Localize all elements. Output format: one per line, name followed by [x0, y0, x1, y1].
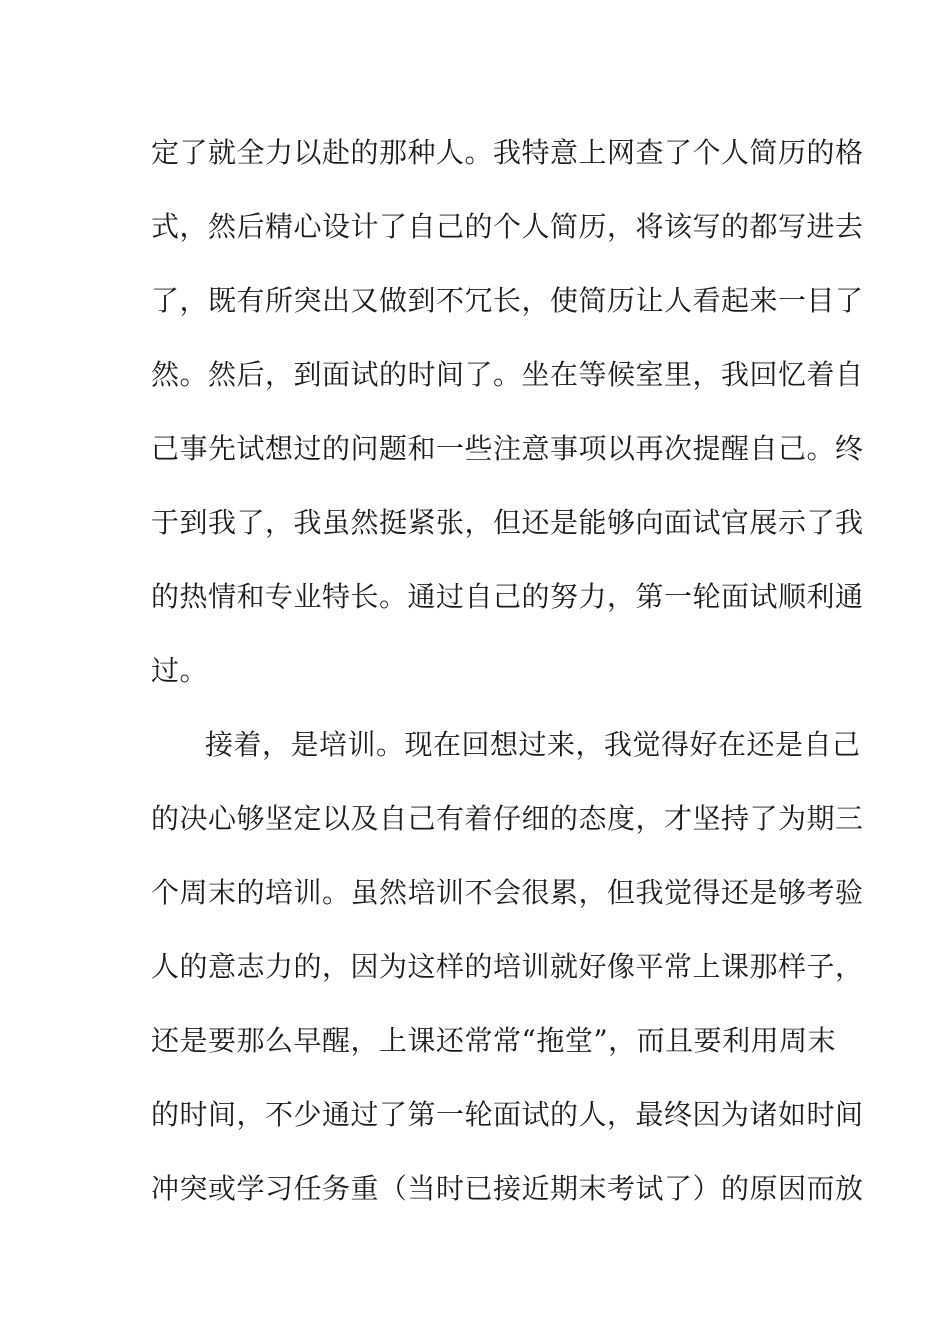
text-line: 式，然后精心设计了自己的个人简历，将该写的都写进去: [151, 210, 864, 243]
text-line: 过。: [151, 654, 209, 687]
text-line: 定了就全力以赴的那种人。我特意上网查了个人简历的格: [151, 136, 864, 169]
paragraph-start-line: 接着，是培训。现在回想过来，我觉得好在还是自己: [205, 728, 861, 761]
text-line: 人的意志力的，因为这样的培训就好像平常上课那样子，: [151, 950, 864, 983]
text-line: 的决心够坚定以及自己有着仔细的态度，才坚持了为期三: [151, 802, 864, 835]
text-line: 冲突或学习任务重（当时已接近期末考试了）的原因而放: [151, 1172, 864, 1205]
text-line: 还是要那么早醒，上课还常常“拖堂”，而且要利用周末: [151, 1024, 837, 1057]
text-line: 了，既有所突出又做到不冗长，使简历让人看起来一目了: [151, 284, 864, 317]
text-line: 个周末的培训。虽然培训不会很累，但我觉得还是够考验: [151, 876, 864, 909]
text-line: 己事先试想过的问题和一些注意事项以再次提醒自己。终: [151, 432, 864, 465]
text-line: 于到我了，我虽然挺紧张，但还是能够向面试官展示了我: [151, 506, 864, 539]
text-line: 的时间，不少通过了第一轮面试的人，最终因为诸如时间: [151, 1098, 864, 1131]
body-text: [151, 126, 864, 1236]
text-line: 然。然后，到面试的时间了。坐在等候室里，我回忆着自: [151, 358, 864, 391]
text-line: 的热情和专业特长。通过自己的努力，第一轮面试顺利通: [151, 580, 864, 613]
